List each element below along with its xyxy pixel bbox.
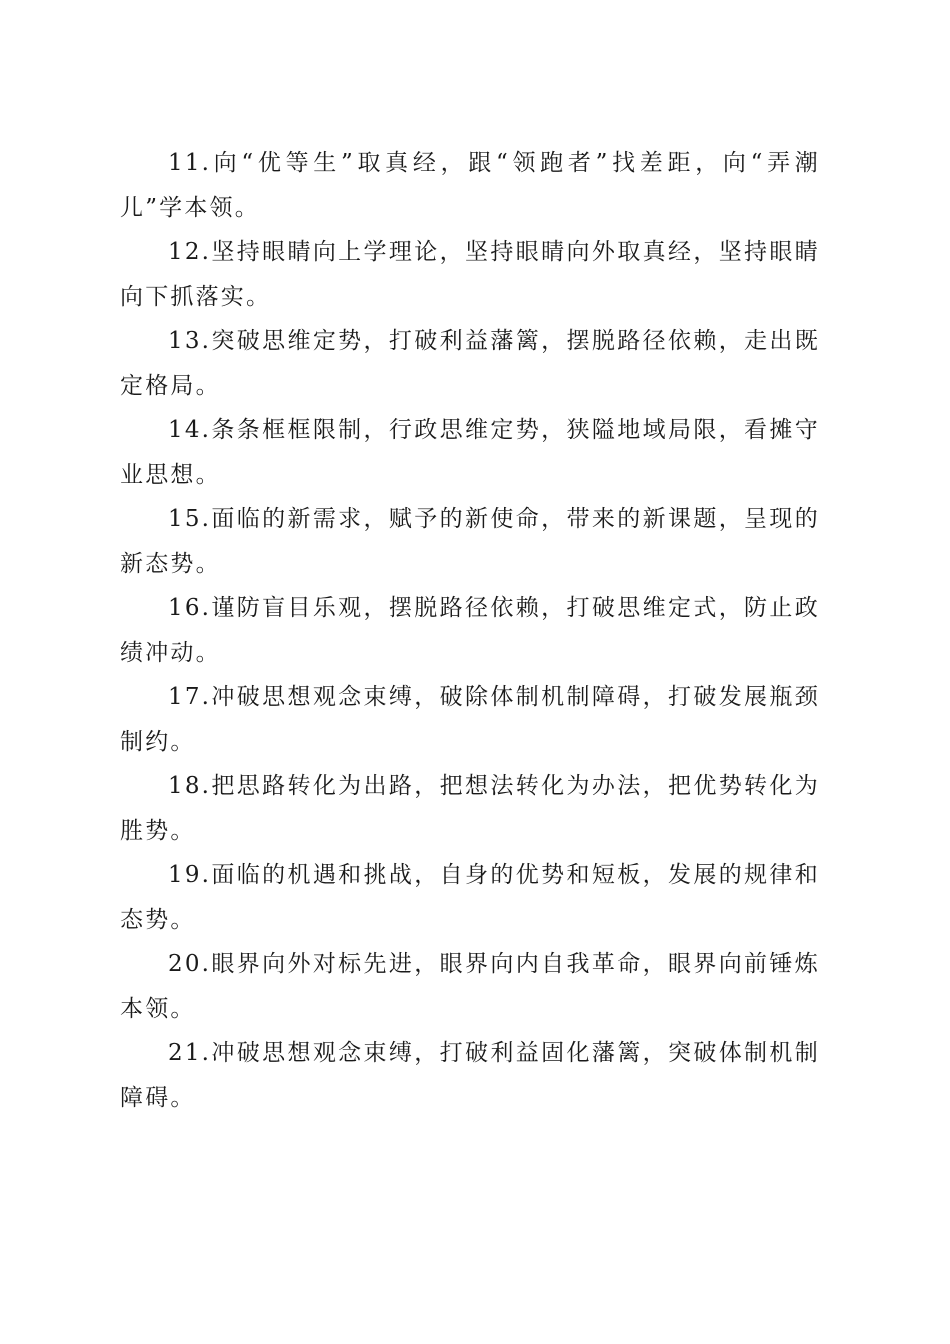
document-page	[120, 141, 820, 1120]
paragraph-11: 11.向“优等生”取真经，跟“领跑者”找差距，向“弄潮儿”学本领。	[120, 150, 820, 221]
paragraph-17: 17.冲破思想观念束缚，破除体制机制障碍，打破发展瓶颈制约。	[120, 684, 820, 755]
paragraph-15: 15.面临的新需求，赋予的新使命，带来的新课题，呈现的新态势。	[120, 506, 820, 577]
paragraph-14: 14.条条框框限制，行政思维定势，狭隘地域局限，看摊守业思想。	[120, 417, 820, 488]
paragraph-19: 19.面临的机遇和挑战，自身的优势和短板，发展的规律和态势。	[120, 862, 820, 933]
paragraph-13: 13.突破思维定势，打破利益藩篱，摆脱路径依赖，走出既定格局。	[120, 328, 820, 399]
paragraph-21: 21.冲破思想观念束缚，打破利益固化藩篱，突破体制机制障碍。	[120, 1040, 820, 1111]
paragraph-20: 20.眼界向外对标先进，眼界向内自我革命，眼界向前锤炼本领。	[120, 951, 820, 1022]
paragraph-18: 18.把思路转化为出路，把想法转化为办法，把优势转化为胜势。	[120, 773, 820, 844]
paragraph-16: 16.谨防盲目乐观，摆脱路径依赖，打破思维定式，防止政绩冲动。	[120, 595, 820, 666]
paragraph-12: 12.坚持眼睛向上学理论，坚持眼睛向外取真经，坚持眼睛向下抓落实。	[120, 239, 820, 310]
